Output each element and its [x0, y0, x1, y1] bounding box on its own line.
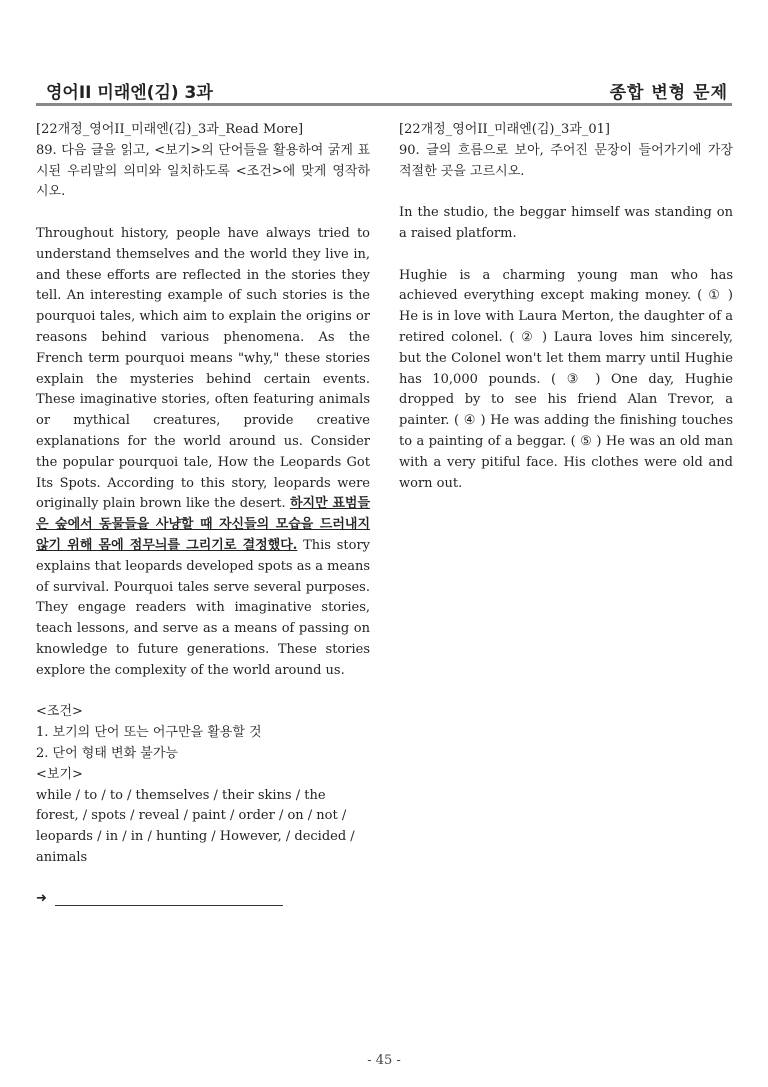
arrow-icon: ➜: [36, 890, 47, 906]
bogi-title: <보기>: [36, 766, 83, 782]
condition-item: 1. 보기의 단어 또는 어구만을 활용할 것: [36, 725, 262, 741]
passage-text: Throughout history, people have always tried to understand themselves and the world they live in, and these efforts are reflected in the stories they tell. An interesting example of such stories is the pourquoi tales, which aim to explain the origins or reasons behind various phenomena. As the French term pourquoi means "why," these stories explain the mysteries behind certain events. These imaginative stories, often featuring animals or mythical creatures, provide creative explanations for the world around us. Consider the popular pourquoi tale, How the Leopards Got Its Spots. According to this story, leopards were originally plain brown like the desert.: [36, 225, 370, 512]
question-source: [22개정_영어II_미래엔(김)_3과_Read More]: [36, 122, 304, 137]
answer-blank-line[interactable]: [55, 893, 283, 906]
bold-korean-sentence: 하지만 표범들은 숲에서 동물들을 사냥할 때 자신들의 모습을 드러내지 않기 위해 몸에 점무늬를 그리기로 결정했다.: [36, 496, 371, 553]
reading-passage: [36, 224, 370, 682]
right-column: [399, 120, 733, 494]
spacer: [36, 203, 370, 224]
question-prompt: 90. 글의 흐름으로 보아, 주어진 문장이 들어가기에 가장 적절한 곳을 고르시오.: [399, 142, 733, 179]
header-rule: [36, 103, 732, 106]
answer-area: [36, 889, 370, 910]
spacer: [399, 245, 733, 266]
condition-item: 2. 단어 형태 변화 불가능: [36, 745, 178, 761]
header-title: 영어II 미래엔(김) 3과: [46, 83, 213, 103]
passage-text: This story explains that leopards developed spots as a means of survival. Pourquoi tales serve several purposes. They engage readers with imaginative stories, teach lessons, and serve as a means of passing on knowledge to future generations. These stories explore the complexity of the world around us.: [36, 537, 370, 678]
reading-passage: Hughie is a charming young man who has achieved everything except making money. ( ① ) He is in love with Laura Merton, the daughter of a retired colonel. ( ② ) Laura loves him sincerely, but the Colonel won't let them marry until Hughie has 10,000 pounds. ( ③ ) One day, Hughie dropped by to see his friend Alan Trevor, a painter. ( ④ ) He was adding the finishing touches to a painting of a beggar. ( ⑤ ) He was an old man with a very pitiful face. His clothes were old and worn out.: [399, 267, 733, 491]
given-sentence: In the studio, the beggar himself was standing on a raised platform.: [399, 205, 733, 241]
spacer: [399, 182, 733, 203]
question-prompt: 89. 다음 글을 읽고, <보기>의 단어들을 활용하여 굵게 표시된 우리말의 의미와 일치하도록 <조건>에 맞게 영작하시오.: [36, 142, 370, 200]
left-column: [36, 120, 370, 909]
spacer: [36, 682, 370, 703]
bogi-word-bank: while / to / to / themselves / their skins / the forest, / spots / reveal / paint / order / on / not / leopards / in / in / hunting / However, / decided / animals: [36, 787, 355, 865]
page-header: [36, 76, 732, 106]
conditions-title: <조건>: [36, 704, 83, 720]
header-section-title: 종합 변형 문제: [609, 83, 728, 103]
question-source: [22개정_영어II_미래엔(김)_3과_01]: [399, 122, 610, 137]
page-number: - 45 -: [367, 1053, 401, 1068]
